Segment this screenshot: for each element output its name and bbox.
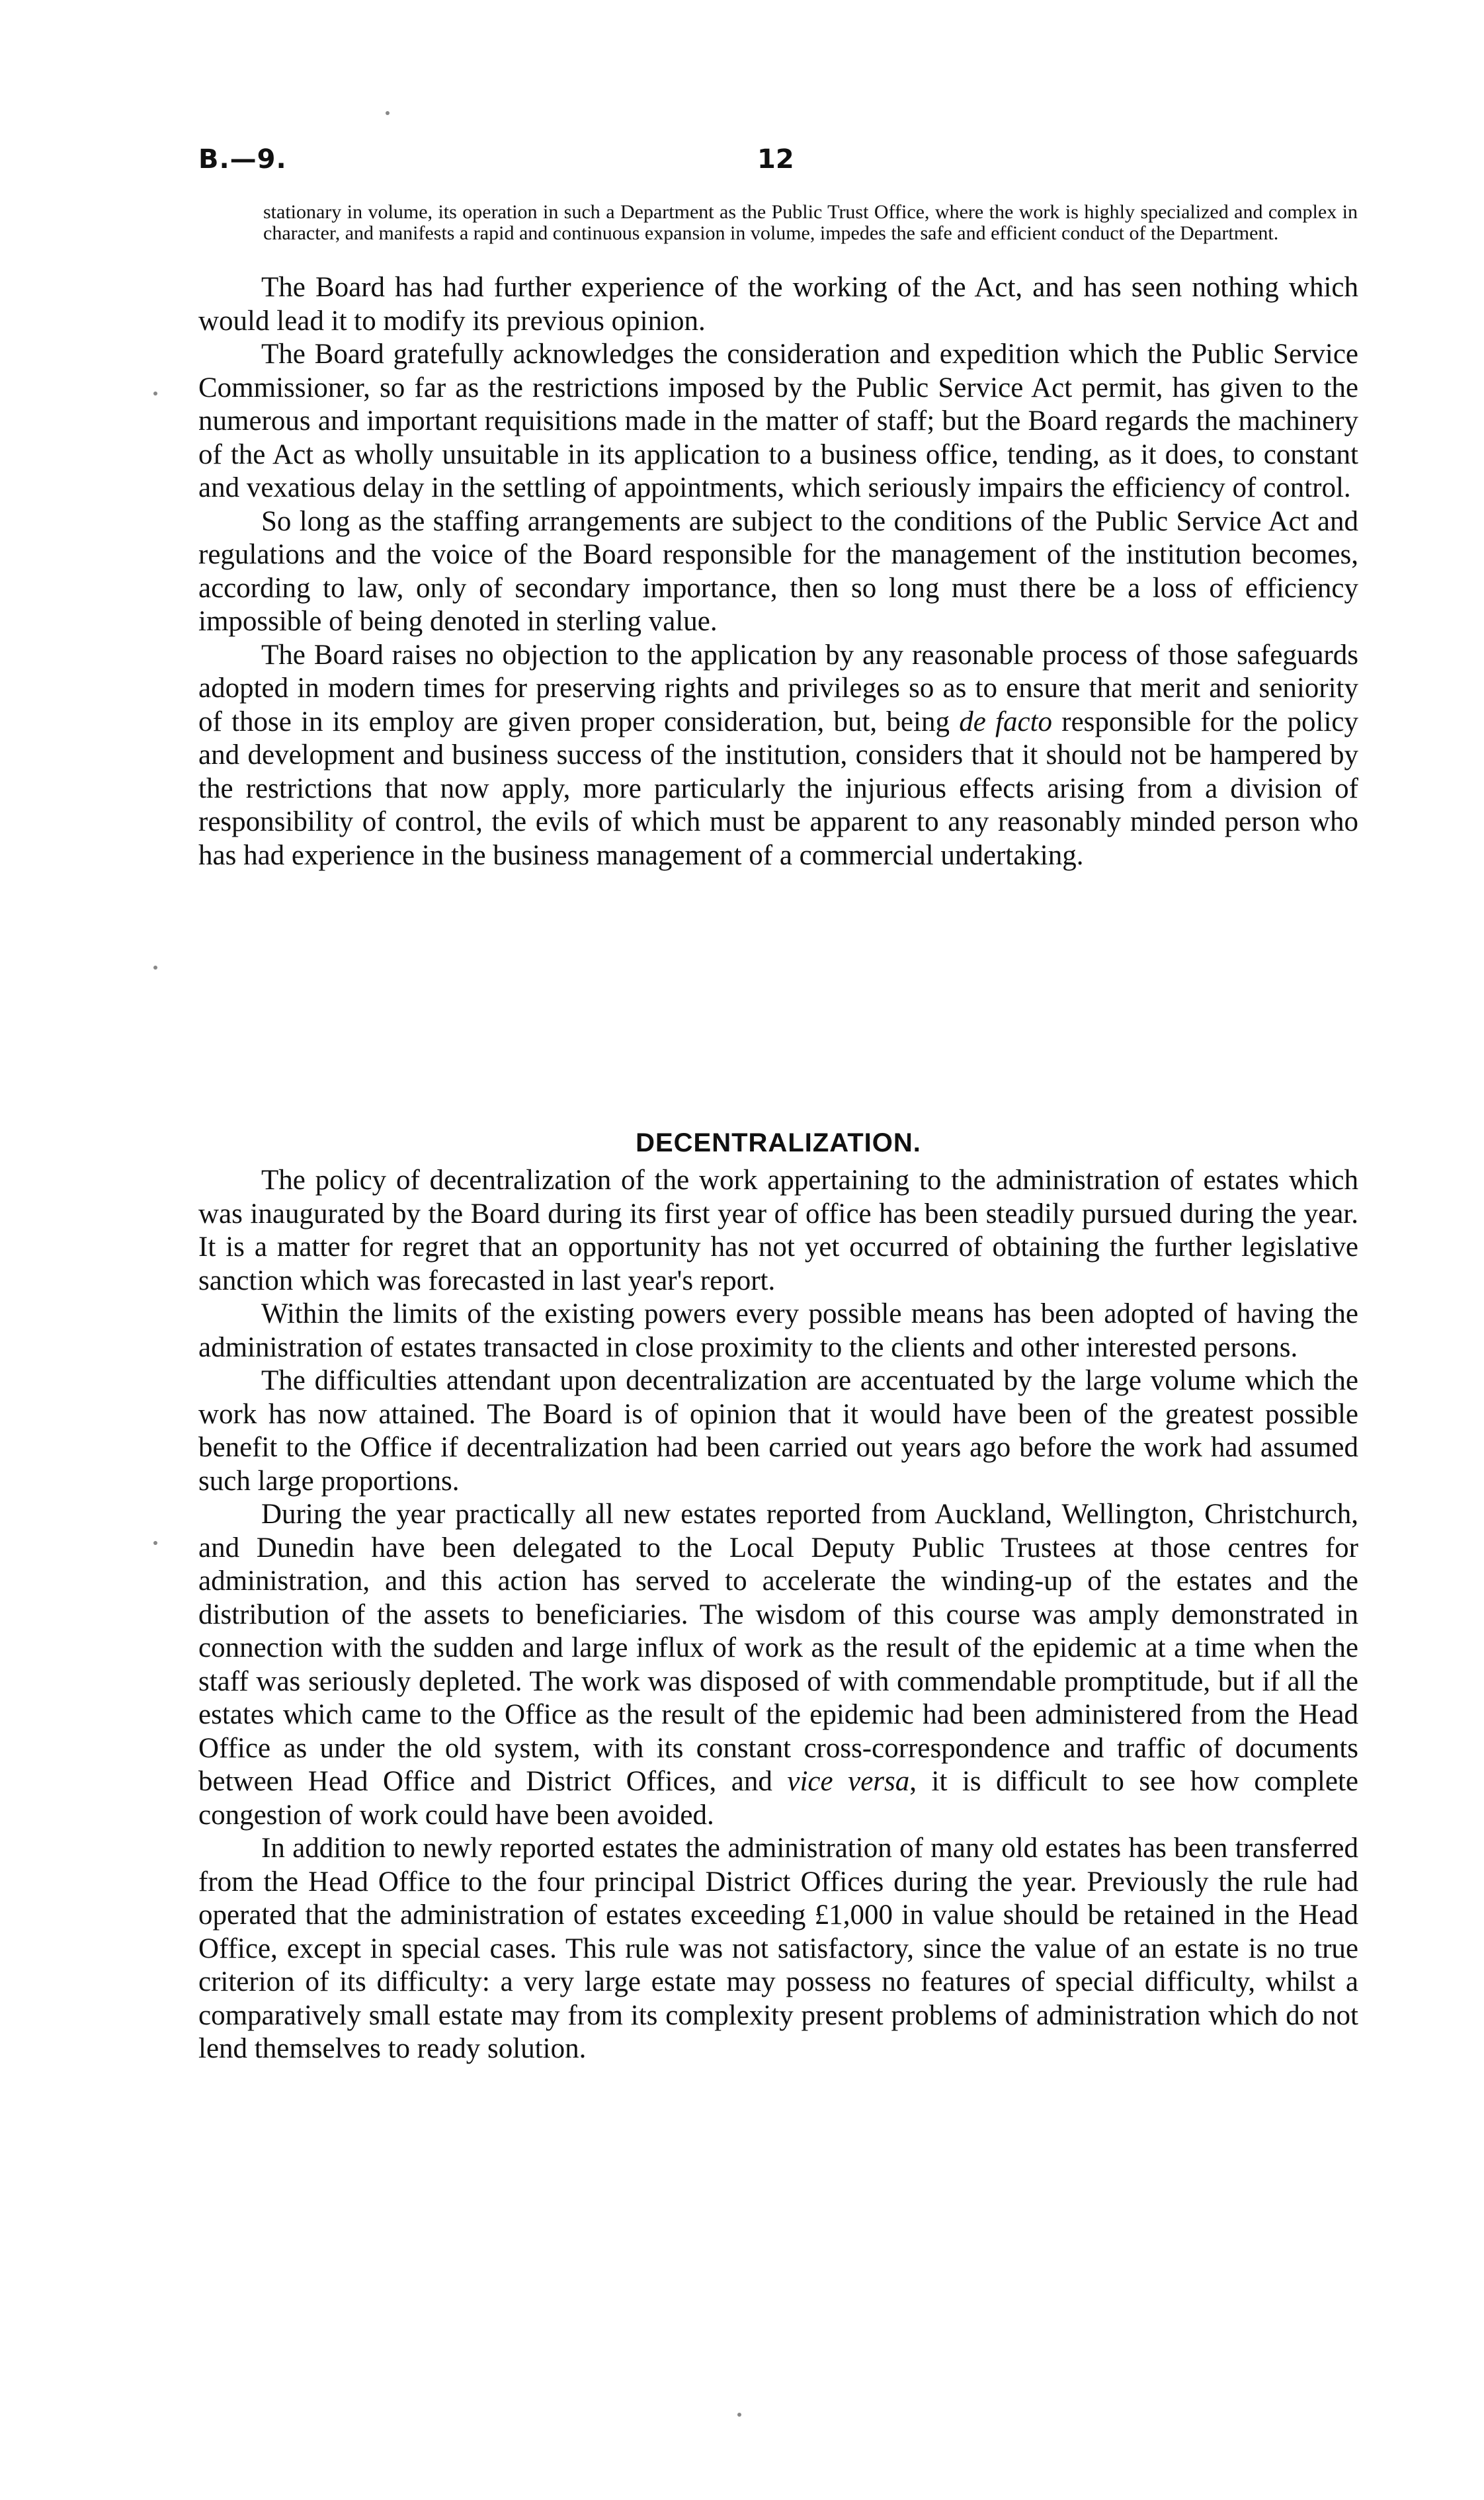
paragraph: The policy of decentralization of the work appertaining to the administration of estates which was inaugurated by the Board during its first year of office has been steadily pursued during the year. It is a matter for regret that an opportunity has not yet occurred of obtaining the further legislative sanction which was forecasted in last year's report. (198, 1165, 1358, 1296)
staffing-section (198, 271, 1358, 872)
page-header (198, 144, 1356, 184)
italic-term: de facto (959, 706, 1053, 737)
scan-speck (737, 2413, 741, 2417)
paragraph-text: responsible for the policy and development and business success of the institution, considers that it should not be hampered by the restrictions that now apply, more particularly the injurious effects arising from a division of responsibility of control, the evils of which must be apparent to any reasonably minded person who has had experience in the business management of a commercial undertaking. (198, 706, 1358, 871)
paragraph: The Board has had further experience of the working of the Act, and has seen nothing which would lead it to modify its previous opinion. (198, 272, 1358, 337)
scan-speck (153, 966, 157, 970)
paragraph-text: During the year practically all new estates reported from Auckland, Wellington, Christchurch, and Dunedin have been delegated to the Local Deputy Public Trustees at those centres for administration, and this action has served to accelerate the winding-up of the estates and the distribution of the assets to beneficiaries. The wisdom of this course was amply demonstrated in connection with the sudden and large influx of work as the result of the epidemic at a time when the staff was seriously depleted. The work was disposed of with commendable promptitude, but if all the estates which came to the Office as the result of the epidemic had been administered from the Head Office as under the old system, with its constant cross-correspondence and traffic of documents between Head Office and District Offices, and (198, 1499, 1358, 1797)
decentralization-section (198, 1164, 1358, 2066)
section-heading: DECENTRALIZATION. (636, 1128, 921, 1157)
paragraph-text: , it is difficult to see how complete congestion of work could have been avoided. (198, 1766, 1358, 1831)
paragraph: The difficulties attendant upon decentralization are accentuated by the large volume which the work has now attained. The Board is of opinion that it would have been of the greatest possible benefit to the Office if decentralization had been carried out years ago before the work had assumed such large proportions. (198, 1365, 1358, 1497)
quoted-passage: stationary in volume, its operation in such a Department as the Public Trust Office, where the work is highly specialized and complex in character, and manifests a rapid and continuous expansion in volume, impedes the safe and efficient conduct of the Department. (263, 201, 1358, 244)
paragraph: The Board gratefully acknowledges the consideration and expedition which the Public Service Commissioner, so far as the restrictions imposed by the Public Service Act permit, has given to the numerous and important requisitions made in the matter of staff; but the Board regards the machinery of the Act as wholly unsuitable in its application to a business office, tending, as it does, to constant and vexatious delay in the settling of appointments, which seriously impairs the efficiency of control. (198, 339, 1358, 503)
paragraph (198, 639, 1358, 873)
paragraph: In addition to newly reported estates the administration of many old estates has been transferred from the Head Office to the four principal District Offices during the year. Previously the rule had operated that the administration of estates exceeding £1,000 in value should be retained in the Head Office, except in special cases. This rule was not satisfactory, since the value of an estate is no true criterion of its difficulty: a very large estate may possess no features of special difficulty, whilst a comparatively small estate may from its complexity present problems of administration which do not lend themselves to ready solution. (198, 1833, 1358, 2064)
scan-speck (153, 392, 157, 396)
page-number: 12 (757, 144, 794, 175)
scan-speck (386, 111, 390, 115)
italic-term: vice versa (787, 1766, 910, 1797)
paragraph-text: The Board raises no objection to the application by any reasonable process of those safeguards adopted in modern times for preserving rights and privileges so as to ensure that merit and seniority of those in its employ are given proper consideration, but, being (198, 639, 1358, 737)
scan-speck (153, 1541, 157, 1545)
document-reference: B.—9. (198, 144, 287, 175)
paragraph: Within the limits of the existing powers every possible means has been adopted of having the administration of estates transacted in close proximity to the clients and other interested persons. (198, 1298, 1358, 1363)
paragraph (198, 1498, 1358, 1832)
paragraph: So long as the staffing arrangements are subject to the conditions of the Public Service Act and regulations and the voice of the Board responsible for the management of the institution becomes, according to law, only of secondary importance, then so long must there be a loss of efficiency impossible of being denoted in sterling value. (198, 505, 1358, 637)
